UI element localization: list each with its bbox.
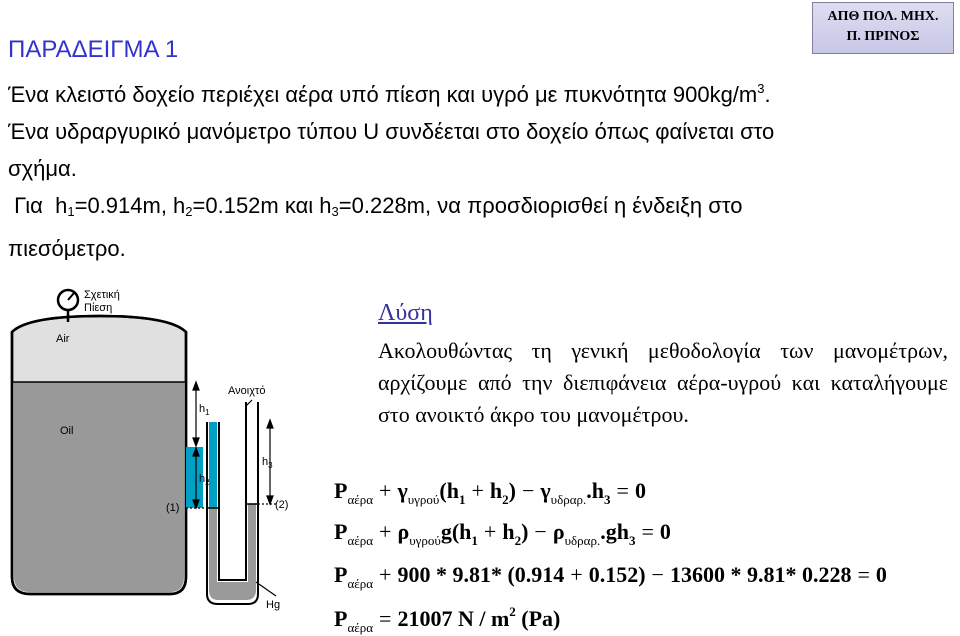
solution-text: Ακολουθώντας τη γενική μεθοδολογία των μανομέτρων, αρχίζουμε από την διεπιφάνεια αέρα-υγρού και καταλήγουμε στο ανοικτό άκρο του μανομέτρου. <box>378 338 948 427</box>
equation-4: $P_{\alpha έ\rho\alpha} = 21007$ N / $m^2$ (Pa) <box>334 604 561 635</box>
gauge-label-1: Σχετική <box>84 289 120 301</box>
manometer-figure <box>0 282 310 636</box>
badge-line-1: ΑΠΘ ΠΟΛ. ΜΗΧ. <box>827 9 939 24</box>
problem-statement <box>8 70 878 267</box>
utube-inner-wall <box>219 402 246 580</box>
h1-label: $h_1$ <box>199 403 210 417</box>
equation-2: $P_{\alpha έ\rho\alpha} + \rho_{\upsilon\gamma\rho oύ}g(h_1 + h_2) - \rho_{\upsilon\delta\rho\alpha\rho.}.gh_3 = 0$ <box>334 519 671 548</box>
mercury-fill <box>209 504 256 600</box>
problem-line-1: Ένα κλειστό δοχείο περιέχει αέρα υπό πίεση και υγρό με πυκνότητα $900kg/m^3$. <box>8 81 771 107</box>
hg-label: Hg <box>266 599 281 611</box>
point1-label: (1) <box>166 502 180 514</box>
badge-line-2: Π. ΠΡΙΝΟΣ <box>846 29 920 44</box>
oil-label: Oil <box>60 425 74 437</box>
author-badge <box>812 2 954 54</box>
equation-1: $P_{\alpha έ\rho\alpha} + \gamma_{\upsilon\gamma\rho oύ}(h_1 + h_2) - \gamma_{\upsilon\delta\rho\alpha\rho.}.h_3 = 0$ <box>334 478 646 507</box>
problem-line-2: Ένα υδραργυρικό μανόμετρο τύπου U συνδέεται στο δοχείο όπως φαίνεται στο <box>8 119 775 144</box>
open-end-label: Ανοιχτό <box>228 385 266 397</box>
solution-heading: Λύση <box>378 300 433 326</box>
h3-label: $h_3$ <box>262 456 273 470</box>
solution-section <box>368 300 948 431</box>
problem-line-4: Για $h_1=0.914m$, $h_2=0.152m$ και $h_3=0.228m$, να προσδιορισθεί η ένδειξη στο <box>8 193 743 219</box>
gauge-label-2: Πίεση <box>84 302 113 314</box>
problem-line-3: σχήμα. <box>8 156 77 181</box>
page-title: ΠΑΡΑΔΕΙΓΜΑ 1 <box>8 36 179 63</box>
equation-3: $P_{\alpha έ\rho\alpha} + 900 * 9.81*$ (0.914 + 0.152) − 13600 * 9.81* 0.228 = 0 <box>334 562 887 591</box>
point2-label: (2) <box>275 499 289 511</box>
h2-label: $h_2$ <box>199 473 210 487</box>
air-label: Air <box>56 333 70 345</box>
oil-region <box>14 382 184 592</box>
problem-line-5: πιεσόμετρο. <box>8 236 126 261</box>
utube-liquid-leg <box>209 422 217 508</box>
